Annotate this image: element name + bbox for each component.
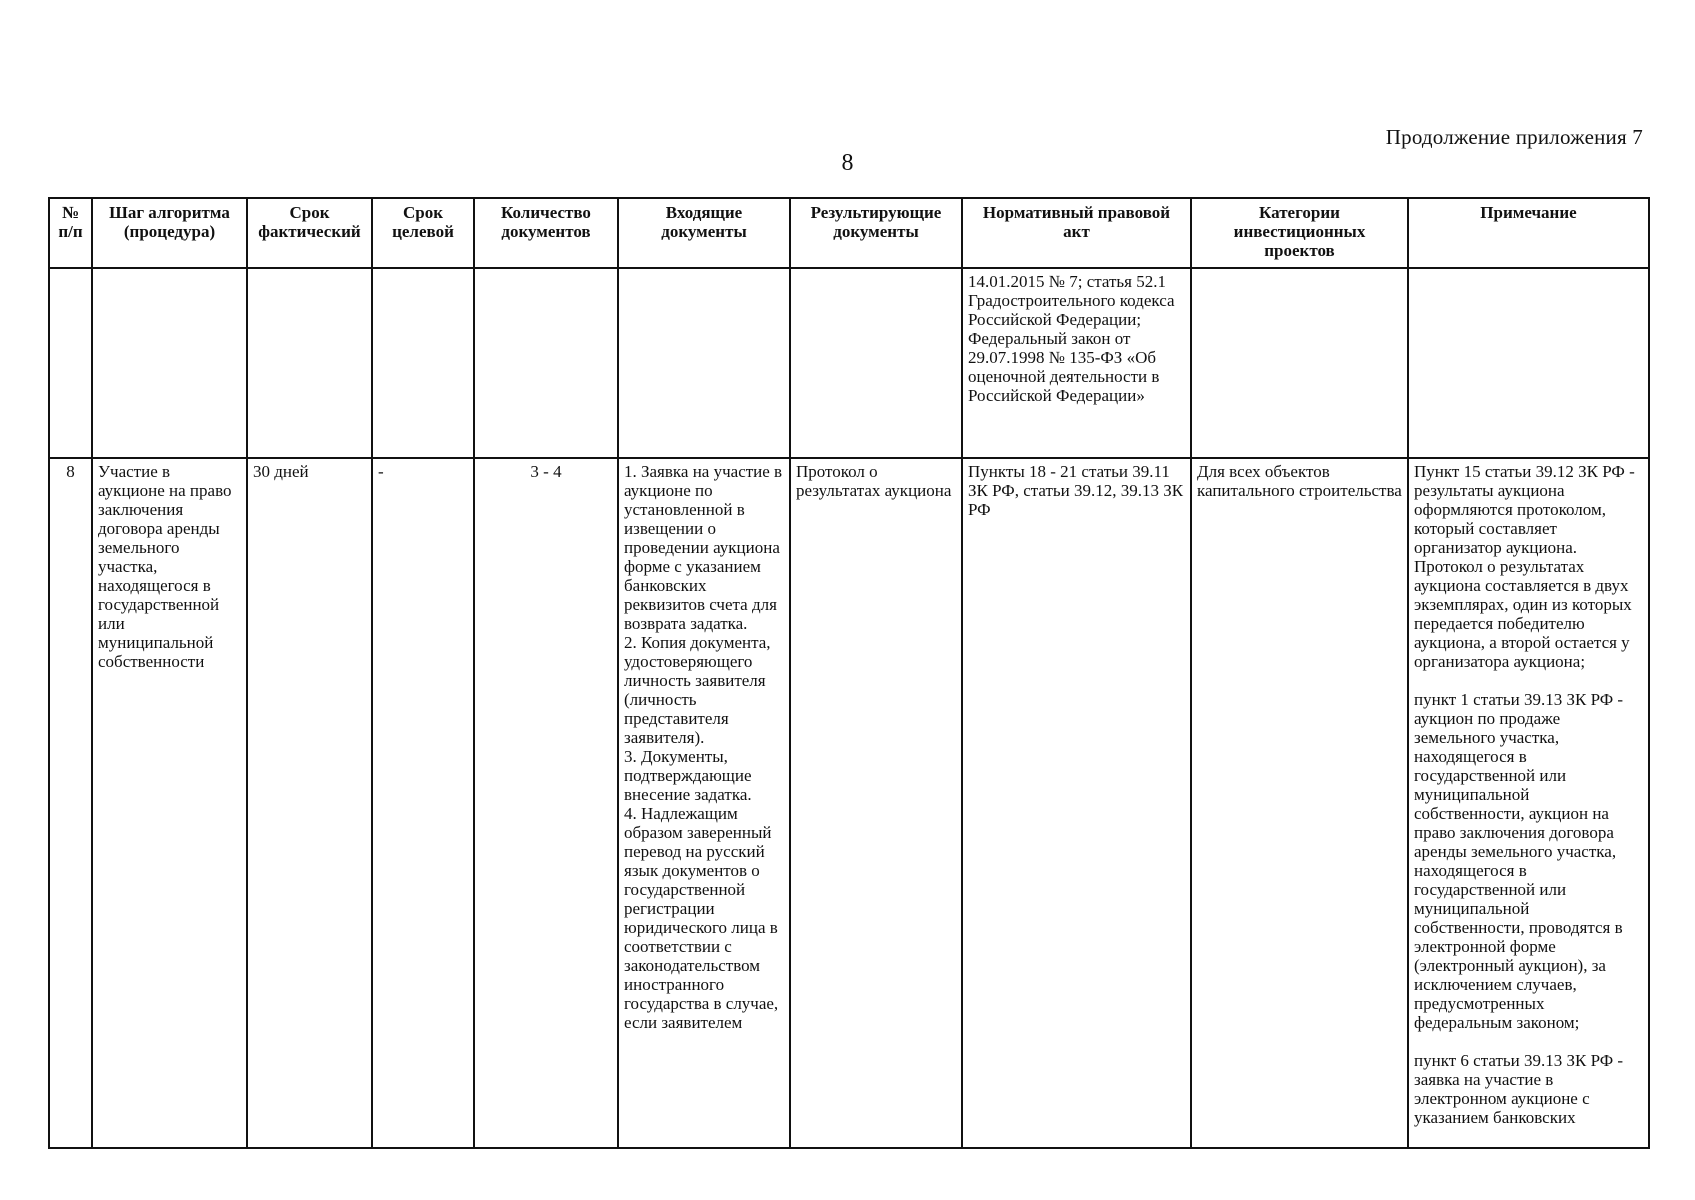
incoming-doc-item: 2. Копия документа, удостоверяющего личность заявителя (личность представителя заявителя). (624, 633, 771, 747)
cell-actual-term (247, 268, 372, 458)
col-header-target-term: Срок целевой (372, 198, 474, 268)
note-paragraph: пункт 6 статьи 39.13 ЗК РФ - заявка на участие в электронном аукционе с указанием банковских (1414, 1051, 1624, 1127)
cell-incoming-docs (618, 458, 790, 1148)
col-header-doc-count: Количество документов (474, 198, 618, 268)
incoming-doc-item: 3. Документы, подтверждающие внесение задатка. (624, 747, 752, 804)
col-header-number: № п/п (49, 198, 92, 268)
cell-legal-act: Пункты 18 - 21 статьи 39.11 ЗК РФ, статьи 39.12, 39.13 ЗК РФ (962, 458, 1191, 1148)
col-header-legal-act: Нормативный правовой акт (962, 198, 1191, 268)
col-header-categories: Категории инвестиционных проектов (1191, 198, 1408, 268)
incoming-doc-item: 1. Заявка на участие в аукционе по установленной в извещении о проведении аукциона форме с указанием банковских реквизитов счета для возврата задатка. (624, 462, 783, 633)
cell-target-term (372, 268, 474, 458)
cell-categories (1191, 268, 1408, 458)
table-row-continued (49, 268, 1649, 458)
col-header-actual-term: Срок фактический (247, 198, 372, 268)
cell-number: 8 (49, 458, 92, 1148)
col-header-resulting-docs: Результирующие документы (790, 198, 962, 268)
cell-incoming-docs (618, 268, 790, 458)
cell-resulting-docs: Протокол о результатах аукциона (790, 458, 962, 1148)
procedure-table (48, 197, 1650, 1149)
col-header-note: Примечание (1408, 198, 1649, 268)
cell-step: Участие в аукционе на право заключения договора аренды земельного участка, находящегося в государственной или муниципальной собственности (92, 458, 247, 1148)
col-header-step: Шаг алгоритма (процедура) (92, 198, 247, 268)
cell-resulting-docs (790, 268, 962, 458)
table-row-step-8 (49, 458, 1649, 1148)
cell-legal-act: 14.01.2015 № 7; статья 52.1 Градостроительного кодекса Российской Федерации; Федеральный закон от 29.07.1998 № 135-ФЗ «Об оценочной деятельности в Российской Федерации» (962, 268, 1191, 458)
cell-note (1408, 458, 1649, 1148)
cell-number (49, 268, 92, 458)
note-paragraph: пункт 1 статьи 39.13 ЗК РФ - аукцион по продаже земельного участка, находящегося в государственной или муниципальной собственности, аукцион на право заключения договора аренды земельного участка, находящегося в государственной или муниципальной собственности, проводятся в электронной форме (электронный аукцион), за исключением случаев, предусмотренных федеральным законом; (1414, 690, 1624, 1032)
cell-target-term: - (372, 458, 474, 1148)
cell-actual-term: 30 дней (247, 458, 372, 1148)
cell-doc-count (474, 268, 618, 458)
cell-step (92, 268, 247, 458)
table-header-row (49, 198, 1649, 268)
cell-doc-count: 3 - 4 (474, 458, 618, 1148)
incoming-doc-item: 4. Надлежащим образом заверенный перевод на русский язык документов о государственной регистрации юридического лица в соответствии с законодательством иностранного государства в случае, если заявителем (624, 804, 779, 1032)
col-header-incoming-docs: Входящие документы (618, 198, 790, 268)
note-paragraph: Пункт 15 статьи 39.12 ЗК РФ - результаты аукциона оформляются протоколом, который составляет организатор аукциона. Протокол о результатах аукциона составляется в двух экземплярах, один из которых передается победителю аукциона, а второй остается у организатора аукциона; (1414, 462, 1635, 671)
page-number: 8 (841, 150, 854, 176)
appendix-continuation-label: Продолжение приложения 7 (1385, 125, 1643, 149)
cell-categories: Для всех объектов капитального строительства (1191, 458, 1408, 1148)
cell-note (1408, 268, 1649, 458)
